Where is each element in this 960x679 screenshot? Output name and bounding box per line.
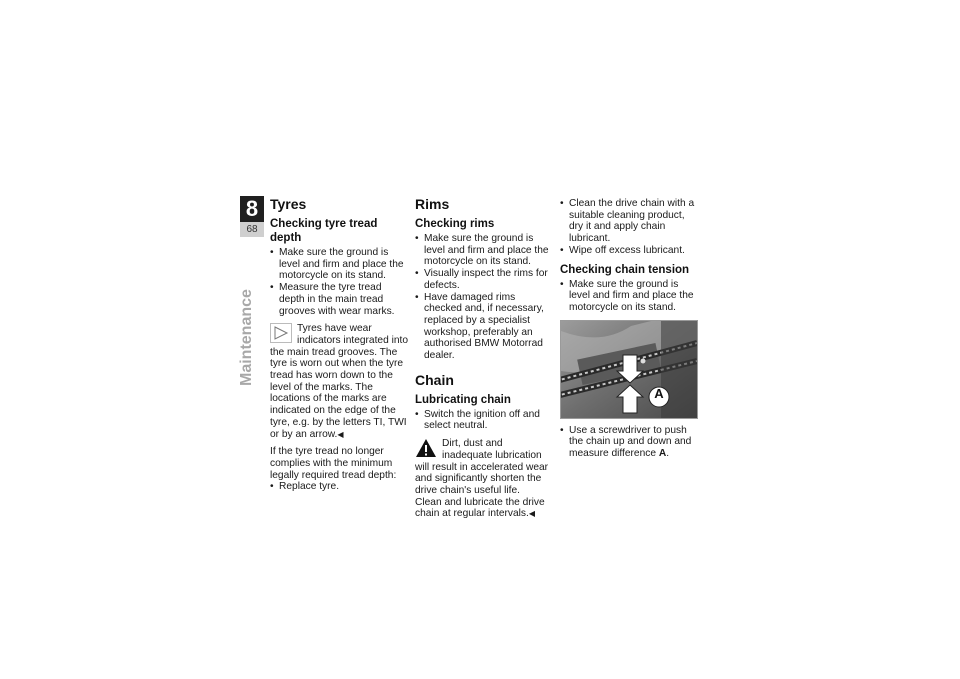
subsection-title-tread-depth: Checking tyre tread depth bbox=[270, 218, 378, 244]
photo-label-a: A bbox=[654, 385, 664, 401]
list-item: • Wipe off excess lubricant. bbox=[560, 245, 700, 257]
note-text: Tyres have wear indicators integrated into the main tread grooves. The tyre is worn out when the tyre tread has worn down to the level of the marks. The locations of the marks are indicated on the edge of the tyre, e.g. by the letters TI, TWI or by an arrow. bbox=[270, 323, 408, 440]
chapter-number: 8 bbox=[240, 196, 264, 222]
list-item: • Measure the tyre tread depth in the main tread grooves with wear marks. bbox=[270, 282, 408, 317]
page-number: 68 bbox=[240, 222, 264, 237]
tyre-note bbox=[270, 323, 408, 440]
warning-text-2: Clean and lubricate the drive chain at regular intervals.◀ bbox=[415, 496, 545, 520]
tread-paragraph: If the tyre tread no longer complies with the minimum legally required tread depth: bbox=[270, 446, 397, 481]
section-title-tyres: Tyres bbox=[270, 196, 307, 212]
list-item: • Switch the ignition off and select neutral. bbox=[415, 409, 553, 432]
list-item: • Clean the drive chain with a suitable cleaning product, dry it and apply chain lubricant. bbox=[560, 198, 700, 245]
column-tyres bbox=[270, 196, 408, 493]
list-item: • Replace tyre. bbox=[270, 481, 408, 493]
chain-cleaning-list bbox=[560, 198, 700, 257]
subsection-title-checking-rims: Checking rims bbox=[415, 218, 495, 230]
list-item: • Make sure the ground is level and firm and place the motorcycle on its stand. bbox=[560, 279, 700, 314]
chain-photo-illustration bbox=[561, 321, 697, 418]
end-arrow-icon: ◀ bbox=[528, 509, 535, 519]
tyre-steps-list bbox=[270, 247, 408, 317]
list-item: • Use a screwdriver to push the chain up and down and measure difference A. bbox=[560, 425, 700, 460]
lube-steps-list bbox=[415, 409, 553, 432]
measure-steps-list bbox=[560, 425, 700, 460]
section-title-chain: Chain bbox=[415, 371, 454, 388]
subsection-title-lubricating-chain: Lubricating chain bbox=[415, 393, 511, 406]
list-item: • Have damaged rims checked and, if necessary, replaced by a specialist workshop, preferably an authorised BMW Motorrad dealer. bbox=[415, 292, 553, 362]
chapter-side-label: Maintenance bbox=[238, 289, 255, 386]
end-arrow-icon: ◀ bbox=[337, 429, 344, 439]
list-item: • Make sure the ground is level and firm and place the motorcycle on its stand. bbox=[270, 247, 408, 282]
tyre-action-list bbox=[270, 481, 408, 493]
rims-steps-list bbox=[415, 233, 553, 362]
tension-steps-list bbox=[560, 279, 700, 314]
note-triangle-icon bbox=[270, 323, 292, 343]
warning-text: Dirt, dust and inadequate lubrication will result in accelerated wear and significantly shorten the drive chain's useful life. bbox=[415, 438, 549, 496]
subsection-title-chain-tension: Checking chain tension bbox=[560, 263, 690, 276]
warning-triangle-icon bbox=[415, 438, 437, 458]
column-rims-chain bbox=[415, 196, 553, 520]
list-item: • Visually inspect the rims for defects. bbox=[415, 268, 553, 291]
column-chain-tension bbox=[560, 196, 700, 460]
section-title-rims: Rims bbox=[415, 196, 450, 212]
chain-tension-photo bbox=[560, 320, 698, 419]
chain-warning bbox=[415, 438, 553, 520]
reference-letter: A bbox=[658, 448, 667, 460]
list-item: • Make sure the ground is level and firm and place the motorcycle on its stand. bbox=[415, 233, 553, 268]
